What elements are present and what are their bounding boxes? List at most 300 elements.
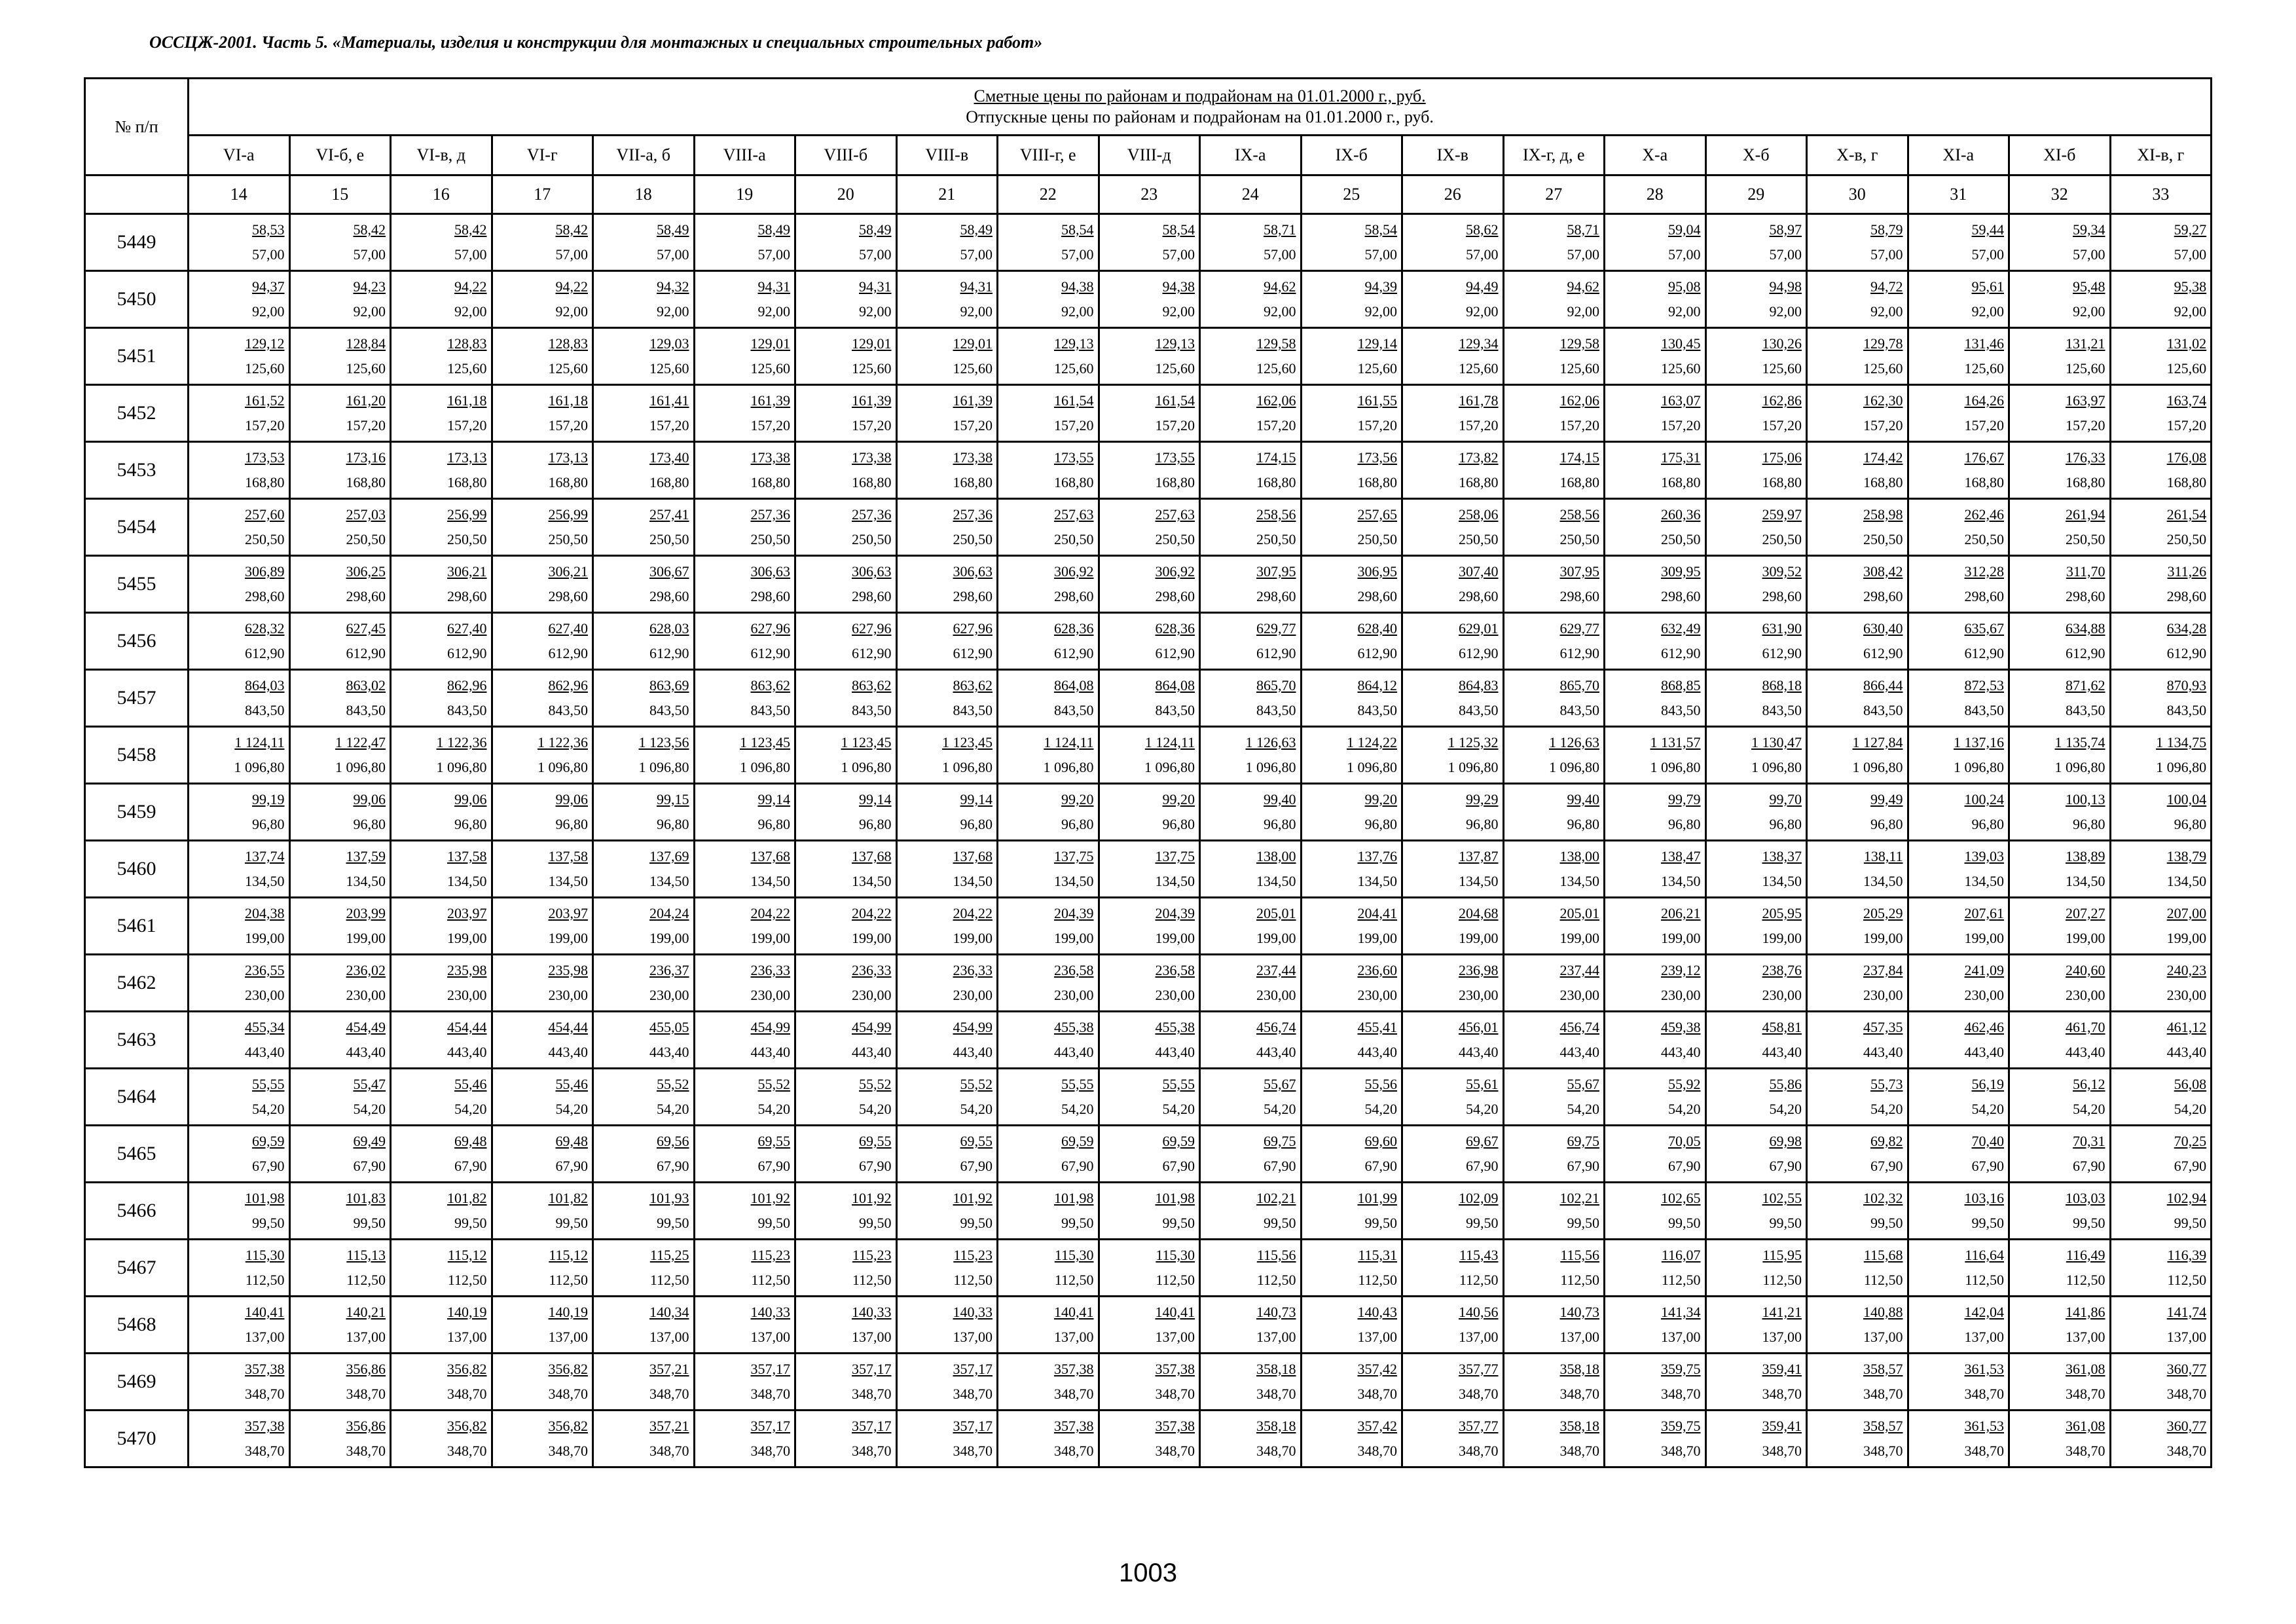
estimated-price: 131,21 <box>2066 335 2105 352</box>
estimated-price: 115,43 <box>1459 1247 1499 1263</box>
estimated-price: 236,60 <box>1357 962 1397 978</box>
estimated-price: 204,39 <box>1155 905 1195 921</box>
price-cell <box>1908 1354 2009 1411</box>
price-cell <box>1807 955 1908 1012</box>
estimated-price: 130,26 <box>1762 335 1802 352</box>
release-price: 443,40 <box>2066 1044 2105 1060</box>
estimated-price: 115,12 <box>549 1247 588 1263</box>
price-cell <box>694 784 795 841</box>
estimated-price: 863,62 <box>852 677 892 693</box>
release-price: 157,20 <box>1661 417 1701 434</box>
release-price: 348,70 <box>1964 1443 2004 1459</box>
price-cell <box>1503 898 1605 955</box>
estimated-price: 1 123,45 <box>942 734 993 750</box>
estimated-price: 100,04 <box>2166 791 2207 807</box>
price-cell <box>1908 556 2009 613</box>
price-cell <box>1908 1297 2009 1354</box>
price-cell <box>1705 1183 1807 1240</box>
table-row <box>85 499 2212 556</box>
release-price: 199,00 <box>245 930 285 946</box>
price-cell <box>1402 499 1504 556</box>
release-price: 137,00 <box>346 1329 386 1345</box>
estimated-price: 55,61 <box>1466 1076 1499 1092</box>
price-cell <box>289 670 391 727</box>
release-price: 199,00 <box>1155 930 1195 946</box>
region-header: VII-а, б <box>593 136 695 175</box>
estimated-price: 140,33 <box>750 1304 790 1320</box>
estimated-price: 56,12 <box>2073 1076 2105 1092</box>
release-price: 1 096,80 <box>1347 759 1397 775</box>
estimated-price: 115,95 <box>1762 1247 1802 1263</box>
release-price: 1 096,80 <box>1852 759 1903 775</box>
release-price: 157,20 <box>245 417 285 434</box>
price-cell <box>2009 499 2111 556</box>
price-cell <box>1807 613 1908 670</box>
release-price: 54,20 <box>757 1101 790 1117</box>
release-price: 96,80 <box>859 816 892 832</box>
estimated-price: 69,48 <box>555 1133 588 1149</box>
price-cell <box>1908 1411 2009 1467</box>
release-price: 125,60 <box>346 360 386 377</box>
estimated-price: 1 124,11 <box>234 734 285 750</box>
price-cell <box>492 1411 593 1467</box>
price-cell <box>694 1126 795 1183</box>
price-cell <box>795 385 897 442</box>
price-cell <box>2009 271 2111 328</box>
estimated-price: 58,53 <box>252 221 285 238</box>
price-cell <box>391 1411 492 1467</box>
estimated-price: 137,75 <box>1155 848 1195 864</box>
release-price: 443,40 <box>1256 1044 1296 1060</box>
release-price: 92,00 <box>1971 303 2004 320</box>
estimated-price: 69,82 <box>1870 1133 1903 1149</box>
release-price: 112,50 <box>953 1272 993 1288</box>
release-price: 54,20 <box>1971 1101 2004 1117</box>
price-cell <box>1099 898 1200 955</box>
price-cell <box>289 1297 391 1354</box>
release-price: 250,50 <box>649 531 689 547</box>
price-cell <box>1605 1354 1706 1411</box>
release-price: 348,70 <box>2066 1386 2105 1402</box>
price-cell <box>492 898 593 955</box>
column-number: 28 <box>1605 175 1706 214</box>
price-cell <box>795 1354 897 1411</box>
price-cell <box>896 727 998 784</box>
estimated-price: 161,18 <box>548 392 588 409</box>
estimated-price: 236,98 <box>1459 962 1499 978</box>
price-cell <box>289 841 391 898</box>
release-price: 67,90 <box>2174 1158 2207 1174</box>
price-cell <box>289 442 391 499</box>
release-price: 96,80 <box>960 816 993 832</box>
price-cell <box>795 1183 897 1240</box>
release-price: 57,00 <box>1769 246 1802 263</box>
release-price: 348,70 <box>1155 1386 1195 1402</box>
release-price: 54,20 <box>1364 1101 1397 1117</box>
estimated-price: 69,48 <box>454 1133 487 1149</box>
estimated-price: 102,94 <box>2166 1190 2207 1206</box>
price-cell <box>593 271 695 328</box>
release-price: 612,90 <box>447 645 487 661</box>
release-price: 612,90 <box>1054 645 1094 661</box>
price-cell <box>1301 1012 1402 1069</box>
price-cell <box>1200 1126 1302 1183</box>
price-cell <box>1705 898 1807 955</box>
release-price: 112,50 <box>1661 1272 1701 1288</box>
column-number: 20 <box>795 175 897 214</box>
release-price: 157,20 <box>750 417 790 434</box>
region-header: VI-г <box>492 136 593 175</box>
release-price: 57,00 <box>1264 246 1296 263</box>
price-cell <box>896 385 998 442</box>
price-cell <box>1605 955 1706 1012</box>
row-number: 5451 <box>85 328 189 385</box>
estimated-price: 129,78 <box>1863 335 1903 352</box>
estimated-price: 140,88 <box>1863 1304 1903 1320</box>
estimated-price: 116,64 <box>1965 1247 2004 1263</box>
price-cell <box>1908 214 2009 271</box>
price-cell <box>189 613 290 670</box>
estimated-price: 207,61 <box>1964 905 2004 921</box>
estimated-price: 99,14 <box>960 791 993 807</box>
price-cell <box>1301 271 1402 328</box>
release-price: 157,20 <box>1559 417 1599 434</box>
estimated-price: 236,55 <box>245 962 285 978</box>
release-price: 134,50 <box>1661 873 1701 889</box>
estimated-price: 455,41 <box>1357 1019 1397 1035</box>
estimated-price: 1 125,32 <box>1448 734 1499 750</box>
release-price: 230,00 <box>1559 987 1599 1003</box>
estimated-price: 239,12 <box>1661 962 1701 978</box>
price-cell <box>189 1411 290 1467</box>
price-cell <box>694 499 795 556</box>
price-cell <box>1301 1240 1402 1297</box>
price-cell <box>694 442 795 499</box>
release-price: 250,50 <box>953 531 993 547</box>
release-price: 250,50 <box>1357 531 1397 547</box>
release-price: 443,40 <box>649 1044 689 1060</box>
estimated-price: 94,22 <box>555 278 588 295</box>
price-cell <box>1200 442 1302 499</box>
price-cell <box>1503 1126 1605 1183</box>
release-price: 134,50 <box>1155 873 1195 889</box>
release-price: 57,00 <box>960 246 993 263</box>
price-cell <box>896 898 998 955</box>
release-price: 137,00 <box>1964 1329 2004 1345</box>
price-cell <box>1402 214 1504 271</box>
estimated-price: 258,56 <box>1256 506 1296 523</box>
release-price: 199,00 <box>1256 930 1296 946</box>
price-cell <box>1402 955 1504 1012</box>
release-price: 137,00 <box>750 1329 790 1345</box>
price-cell <box>998 385 1099 442</box>
release-price: 230,00 <box>2166 987 2207 1003</box>
release-price: 99,50 <box>757 1215 790 1231</box>
estimated-price: 162,06 <box>1559 392 1599 409</box>
estimated-price: 358,18 <box>1559 1361 1599 1377</box>
column-number: 30 <box>1807 175 1908 214</box>
estimated-price: 306,25 <box>346 563 386 580</box>
region-header: VIII-г, е <box>998 136 1099 175</box>
estimated-price: 240,23 <box>2166 962 2207 978</box>
price-cell <box>1402 328 1504 385</box>
release-price: 99,50 <box>2073 1215 2105 1231</box>
region-header: IX-г, д, е <box>1503 136 1605 175</box>
price-cell <box>1099 1183 1200 1240</box>
price-cell <box>1705 1126 1807 1183</box>
price-cell <box>1503 841 1605 898</box>
estimated-price: 454,44 <box>447 1019 487 1035</box>
estimated-price: 868,18 <box>1762 677 1802 693</box>
region-header: XI-в, г <box>2110 136 2212 175</box>
estimated-price: 240,60 <box>2066 962 2105 978</box>
price-cell <box>896 556 998 613</box>
release-price: 92,00 <box>1466 303 1499 320</box>
release-price: 1 096,80 <box>1954 759 2004 775</box>
release-price: 125,60 <box>649 360 689 377</box>
price-cell <box>289 499 391 556</box>
price-cell <box>2009 1240 2111 1297</box>
estimated-price: 206,21 <box>1661 905 1701 921</box>
estimated-price: 258,98 <box>1863 506 1903 523</box>
estimated-price: 99,20 <box>1364 791 1397 807</box>
release-price: 1 096,80 <box>1144 759 1195 775</box>
release-price: 168,80 <box>245 474 285 490</box>
estimated-price: 461,70 <box>2066 1019 2105 1035</box>
release-price: 112,50 <box>549 1272 588 1288</box>
release-price: 843,50 <box>1762 702 1802 718</box>
release-price: 125,60 <box>852 360 892 377</box>
price-cell <box>2009 670 2111 727</box>
estimated-price: 137,58 <box>548 848 588 864</box>
price-cell <box>1200 385 1302 442</box>
estimated-price: 358,18 <box>1256 1361 1296 1377</box>
estimated-price: 628,03 <box>649 620 689 637</box>
estimated-price: 101,93 <box>649 1190 689 1206</box>
release-price: 96,80 <box>657 816 689 832</box>
price-cell <box>1807 1012 1908 1069</box>
estimated-price: 306,92 <box>1155 563 1195 580</box>
estimated-price: 262,46 <box>1964 506 2004 523</box>
column-number: 16 <box>391 175 492 214</box>
estimated-price: 102,21 <box>1559 1190 1599 1206</box>
estimated-price: 99,40 <box>1567 791 1599 807</box>
estimated-price: 101,92 <box>852 1190 892 1206</box>
release-price: 230,00 <box>1054 987 1094 1003</box>
estimated-price: 863,62 <box>750 677 790 693</box>
estimated-price: 309,52 <box>1762 563 1802 580</box>
table-body <box>85 214 2212 1467</box>
price-cell <box>998 1183 1099 1240</box>
estimated-price: 359,41 <box>1762 1361 1802 1377</box>
release-price: 125,60 <box>1357 360 1397 377</box>
price-cell <box>1908 784 2009 841</box>
estimated-price: 357,42 <box>1357 1361 1397 1377</box>
price-cell <box>1908 613 2009 670</box>
estimated-price: 1 127,84 <box>1852 734 1903 750</box>
estimated-price: 55,52 <box>859 1076 892 1092</box>
release-price: 230,00 <box>1661 987 1701 1003</box>
price-cell <box>492 1126 593 1183</box>
release-price: 168,80 <box>447 474 487 490</box>
release-price: 157,20 <box>953 417 993 434</box>
estimated-price: 101,98 <box>245 1190 285 1206</box>
release-price: 67,90 <box>353 1158 386 1174</box>
price-cell <box>1099 499 1200 556</box>
price-cell <box>289 1354 391 1411</box>
release-price: 137,00 <box>447 1329 487 1345</box>
release-price: 137,00 <box>1054 1329 1094 1345</box>
estimated-price: 306,95 <box>1357 563 1397 580</box>
price-cell <box>1605 214 1706 271</box>
release-price: 134,50 <box>649 873 689 889</box>
price-cell <box>896 1411 998 1467</box>
estimated-price: 116,07 <box>1661 1247 1701 1263</box>
release-price: 137,00 <box>1459 1329 1499 1345</box>
estimated-price: 161,39 <box>852 392 892 409</box>
estimated-price: 627,40 <box>447 620 487 637</box>
release-price: 348,70 <box>1964 1386 2004 1402</box>
release-price: 99,50 <box>1162 1215 1195 1231</box>
estimated-price: 257,36 <box>750 506 790 523</box>
estimated-price: 95,38 <box>2174 278 2207 295</box>
estimated-price: 94,31 <box>757 278 790 295</box>
release-price: 54,20 <box>1162 1101 1195 1117</box>
release-price: 125,60 <box>245 360 285 377</box>
price-cell <box>1099 385 1200 442</box>
estimated-price: 95,08 <box>1668 278 1701 295</box>
release-price: 250,50 <box>1459 531 1499 547</box>
release-price: 199,00 <box>2066 930 2105 946</box>
price-cell <box>2110 613 2212 670</box>
price-cell <box>896 841 998 898</box>
row-number: 5449 <box>85 214 189 271</box>
price-cell <box>2009 784 2111 841</box>
estimated-price: 128,84 <box>346 335 386 352</box>
price-cell <box>795 1411 897 1467</box>
release-price: 54,20 <box>454 1101 487 1117</box>
estimated-price: 306,63 <box>953 563 993 580</box>
estimated-price: 358,18 <box>1256 1418 1296 1434</box>
release-price: 348,70 <box>1661 1443 1701 1459</box>
release-price: 348,70 <box>1357 1386 1397 1402</box>
price-cell <box>1605 1411 1706 1467</box>
price-cell <box>1605 385 1706 442</box>
release-price: 1 096,80 <box>1245 759 1296 775</box>
release-price: 99,50 <box>1466 1215 1499 1231</box>
price-cell <box>492 442 593 499</box>
release-price: 92,00 <box>1162 303 1195 320</box>
estimated-price: 357,21 <box>649 1361 689 1377</box>
price-cell <box>1605 898 1706 955</box>
estimated-price: 311,26 <box>2167 563 2207 580</box>
release-price: 348,70 <box>953 1386 993 1402</box>
estimated-price: 137,74 <box>245 848 285 864</box>
price-cell <box>1402 1411 1504 1467</box>
release-price: 137,00 <box>852 1329 892 1345</box>
estimated-price: 454,99 <box>953 1019 993 1035</box>
release-price: 843,50 <box>750 702 790 718</box>
release-price: 99,50 <box>252 1215 285 1231</box>
release-price: 348,70 <box>1459 1386 1499 1402</box>
release-price: 612,90 <box>2066 645 2105 661</box>
estimated-price: 863,62 <box>953 677 993 693</box>
estimated-price: 204,24 <box>649 905 689 921</box>
release-price: 199,00 <box>1459 930 1499 946</box>
price-cell <box>1503 1297 1605 1354</box>
price-cell <box>1503 955 1605 1012</box>
release-price: 612,90 <box>1459 645 1499 661</box>
estimated-price: 140,21 <box>346 1304 386 1320</box>
estimated-price: 129,58 <box>1256 335 1296 352</box>
release-price: 199,00 <box>447 930 487 946</box>
release-price: 230,00 <box>1863 987 1903 1003</box>
release-price: 137,00 <box>2066 1329 2105 1345</box>
column-number-row <box>85 175 2212 214</box>
estimated-price: 162,06 <box>1256 392 1296 409</box>
price-cell <box>998 1126 1099 1183</box>
estimated-price: 161,20 <box>346 392 386 409</box>
price-cell <box>1402 898 1504 955</box>
release-price: 1 096,80 <box>234 759 285 775</box>
price-cell <box>593 613 695 670</box>
estimated-price: 55,73 <box>1870 1076 1903 1092</box>
price-cell <box>189 214 290 271</box>
release-price: 250,50 <box>1863 531 1903 547</box>
release-price: 612,90 <box>1155 645 1195 661</box>
release-price: 168,80 <box>548 474 588 490</box>
estimated-price: 58,71 <box>1567 221 1599 238</box>
estimated-price: 58,49 <box>960 221 993 238</box>
estimated-price: 629,77 <box>1256 620 1296 637</box>
release-price: 843,50 <box>1559 702 1599 718</box>
price-cell <box>1807 214 1908 271</box>
price-cell <box>998 1240 1099 1297</box>
estimated-price: 99,20 <box>1061 791 1094 807</box>
release-price: 298,60 <box>852 588 892 604</box>
estimated-price: 311,70 <box>2066 563 2105 580</box>
estimated-price: 627,40 <box>548 620 588 637</box>
estimated-price: 163,97 <box>2066 392 2105 409</box>
estimated-price: 863,02 <box>346 677 386 693</box>
estimated-prices-title: Сметные цены по районам и подрайонам на 01.01.2000 г., руб. <box>974 86 1426 105</box>
release-price: 348,70 <box>1559 1443 1599 1459</box>
estimated-price: 58,42 <box>353 221 386 238</box>
price-cell <box>1301 1411 1402 1467</box>
estimated-price: 359,75 <box>1661 1361 1701 1377</box>
price-cell <box>896 670 998 727</box>
release-price: 54,20 <box>960 1101 993 1117</box>
estimated-price: 258,56 <box>1559 506 1599 523</box>
release-price: 168,80 <box>852 474 892 490</box>
estimated-price: 101,83 <box>346 1190 386 1206</box>
price-cell <box>189 1126 290 1183</box>
release-price: 443,40 <box>548 1044 588 1060</box>
release-price: 57,00 <box>1061 246 1094 263</box>
release-price: 443,40 <box>1964 1044 2004 1060</box>
release-price: 99,50 <box>859 1215 892 1231</box>
release-price: 1 096,80 <box>740 759 790 775</box>
estimated-price: 454,49 <box>346 1019 386 1035</box>
release-price: 112,50 <box>852 1272 892 1288</box>
table-row <box>85 955 2212 1012</box>
estimated-price: 1 130,47 <box>1751 734 1802 750</box>
release-price: 92,00 <box>1668 303 1701 320</box>
estimated-price: 207,27 <box>2066 905 2105 921</box>
estimated-price: 70,40 <box>1971 1133 2004 1149</box>
price-cell <box>795 727 897 784</box>
estimated-price: 115,31 <box>1358 1247 1397 1263</box>
